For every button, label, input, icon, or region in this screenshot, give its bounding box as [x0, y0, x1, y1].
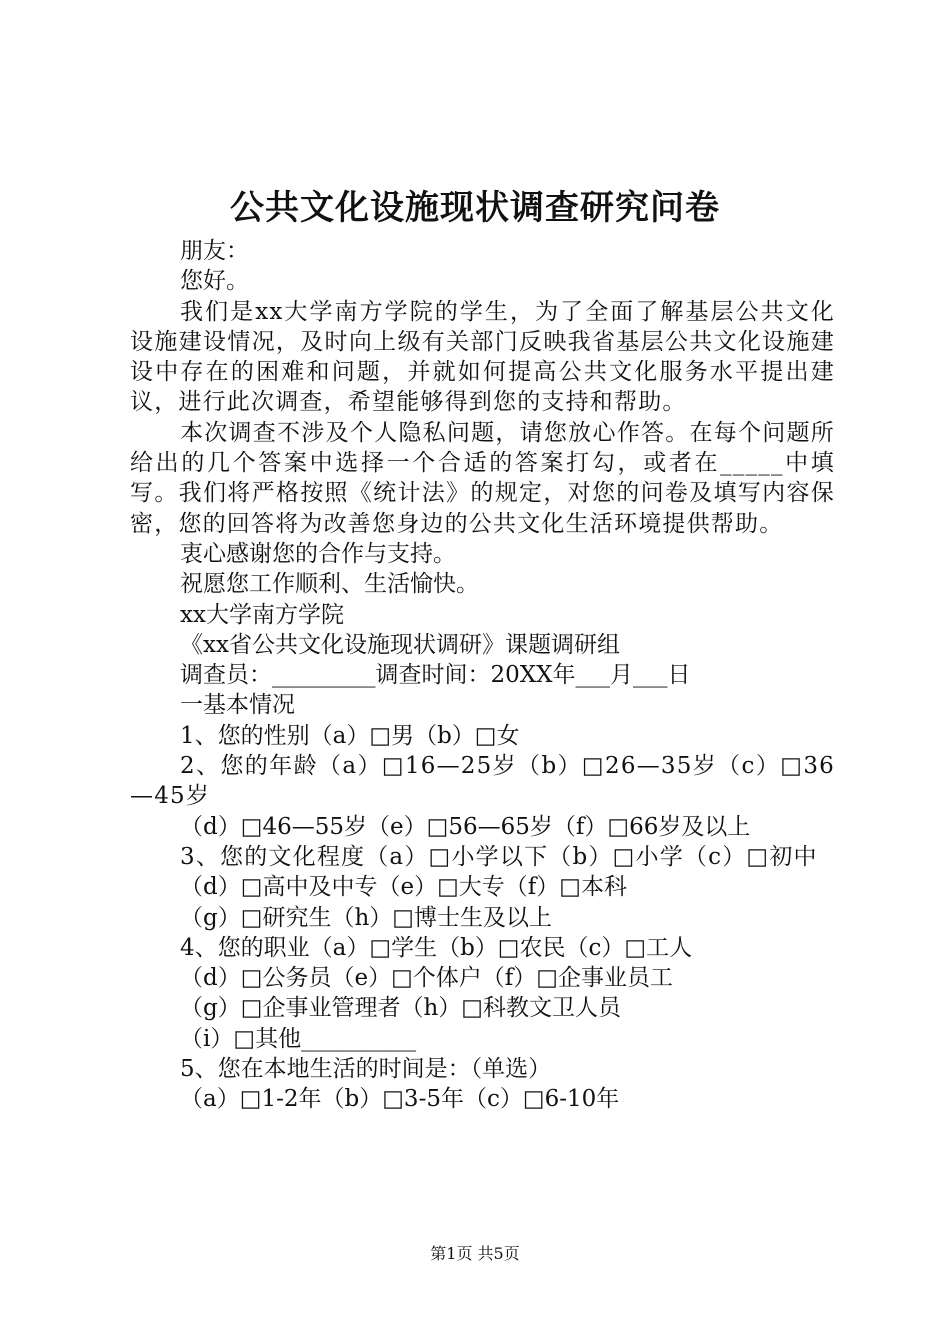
- document-paragraph: 3、您的文化程度（a）□小学以下（b）□小学（c）□初中: [180, 843, 818, 870]
- document-paragraph: （g）□研究生（h）□博士生及以上: [180, 904, 552, 931]
- document-paragraph: 祝愿您工作顺利、生活愉快。: [180, 571, 479, 598]
- document-paragraph: （a）□1-2年（b）□3-5年（c）□6-10年: [180, 1086, 620, 1113]
- document-paragraph: 一基本情况: [180, 692, 295, 719]
- document-paragraph: 衷心感谢您的合作与支持。: [180, 540, 456, 567]
- document-paragraph: 您好。: [180, 268, 249, 295]
- document-paragraph: （d）□公务员（e）□个体户（f）□企事业员工: [180, 965, 674, 992]
- page-footer: 第1页 共5页: [430, 1244, 520, 1263]
- document-paragraph: 1、您的性别（a）□男（b）□女: [180, 722, 520, 749]
- document-paragraph: 朋友：: [180, 238, 249, 264]
- document-paragraph: （i）□其他__________: [180, 1025, 417, 1052]
- document-paragraph: 《xx省公共文化设施现状调研》课题调研组: [180, 631, 620, 658]
- document-paragraph: （d）□高中及中专（e）□大专（f）□本科: [180, 874, 628, 901]
- document-paragraph: xx大学南方学院: [180, 601, 344, 628]
- document-paragraph: 5、您在本地生活的时间是：（单选）: [180, 1056, 552, 1083]
- document-paragraph: （d）□46—55岁（e）□56—65岁（f）□66岁及以上: [180, 813, 751, 840]
- document-title: 公共文化设施现状调查研究问卷: [230, 188, 720, 228]
- document-paragraph: 调查员：_________调查时间：20XX年___月___日: [180, 662, 691, 689]
- document-paragraph: （g）□企事业管理者（h）□科教文卫人员: [180, 995, 621, 1022]
- document-paragraph: 4、您的职业（a）□学生（b）□农民（c）□工人: [180, 934, 693, 961]
- document-body: [130, 236, 835, 1115]
- document-paragraph: 2、您的年龄（a）□16—25岁（b）□26—35岁（c）□36—45岁: [130, 753, 835, 810]
- document-paragraph: 本次调查不涉及个人隐私问题，请您放心作答。在每个问题所给出的几个答案中选择一个合适的答案打勾，或者在_____中填写。我们将严格按照《统计法》的规定，对您的问卷及填写内容保密，您的回答将为改善您身边的公共文化生活环境提供帮助。: [130, 419, 835, 537]
- document-paragraph: 我们是xx大学南方学院的学生，为了全面了解基层公共文化设施建设情况，及时向上级有关部门反映我省基层公共文化设施建设中存在的困难和问题，并就如何提高公共文化服务水平提出建议，进行此次调查，希望能够得到您的支持和帮助。: [130, 298, 835, 416]
